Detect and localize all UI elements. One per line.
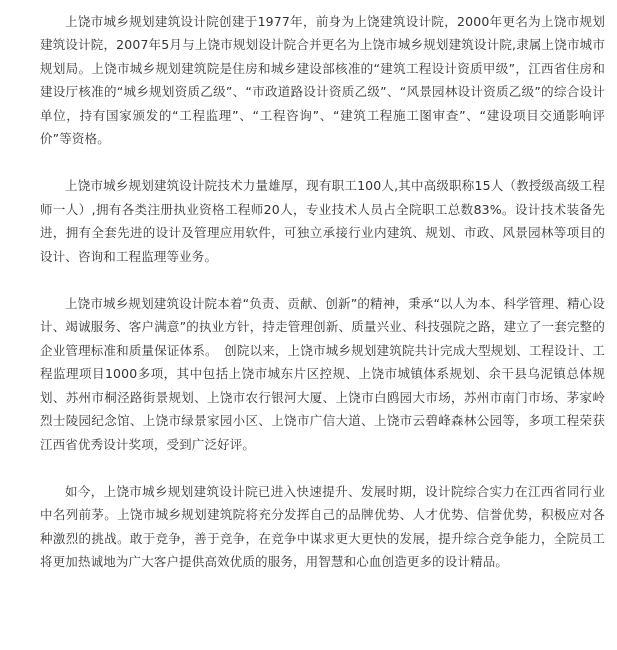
paragraph-text: 上饶市城乡规划建筑设计院本着“负责、贡献、创新”的精神，秉承“以人为本、科学管理、精心设计、竭诚服务、客户满意”的执业方针，持走管理创新、质量兴业、科技强院之路，建立了一套完整的企业管理标准和质量保证体系。 创院以来，上饶市城乡规划建筑院共计完成大型规划、工程设计、工程监理项目1000多项，其中包括上饶市城东片区控规、上饶市城镇体系规划、余干县乌泥镇总体规划、苏州市桐泾路街景规划、上饶市农行银河大厦、上饶市白鸥园大市场，苏州市南门市场、茅家岭烈士陵园纪念馆、上饶市绿景家园小区、上饶市广信大道、上饶市云碧峰森林公园等，多项工程荣获江西省优秀设计奖项，受到广泛好评。 xyxy=(40,296,605,452)
paragraph-indent xyxy=(40,178,65,193)
paragraph-indent xyxy=(40,484,65,499)
paragraph-text: 如今，上饶市城乡规划建筑设计院已进入快速提升、发展时期，设计院综合实力在江西省同行业中名列前茅。上饶市城乡规划建筑院将充分发挥自己的品牌优势、人才优势、信誉优势，积极应对各种激烈的挑战。敢于竞争，善于竞争，在竞争中谋求更大更快的发展，提升综合竞争能力，全院员工将更加热诚地为广大客户提供高效优质的服务，用智慧和心血创造更多的设计精品。 xyxy=(40,483,605,570)
paragraph-indent xyxy=(40,296,65,311)
paragraph-history xyxy=(40,10,605,150)
paragraph-text: 上饶市城乡规划建筑设计院创建于1977年，前身为上饶建筑设计院，2000年更名为上饶市规划建筑设计院，2007年5月与上饶市规划设计院合并更名为上饶市城乡规划建筑设计院,隶属上饶市城市规划局。上饶市城乡规划建筑院是住房和城乡建设部核准的“建筑工程设计资质甲级”，江西省住房和建设厅核准的“城乡规划资质乙级”、“市政道路设计资质乙级”、“风景园林设计资质乙级”的综合设计单位，持有国家颁发的“工程监理”、“工程咨询”、“建筑工程施工图审查”、“建设项目交通影响评价”等资格。 xyxy=(40,14,605,147)
paragraph-management-and-projects xyxy=(40,292,605,456)
paragraph-indent xyxy=(40,14,65,29)
paragraph-text: 上饶市城乡规划建筑设计院技术力量雄厚，现有职工100人,其中高级职称15人（教授级高级工程师一人）,拥有各类注册执业资格工程师20人，专业技术人员占全院职工总数83%。设计技术装备先进，拥有全套先进的设计及管理应用软件，可独立承接行业内建筑、规划、市政、风景园林等项目的设计、咨询和工程监理等业务。 xyxy=(40,178,605,264)
paragraph-outlook xyxy=(40,480,605,574)
paragraph-technical-strength xyxy=(40,174,605,268)
